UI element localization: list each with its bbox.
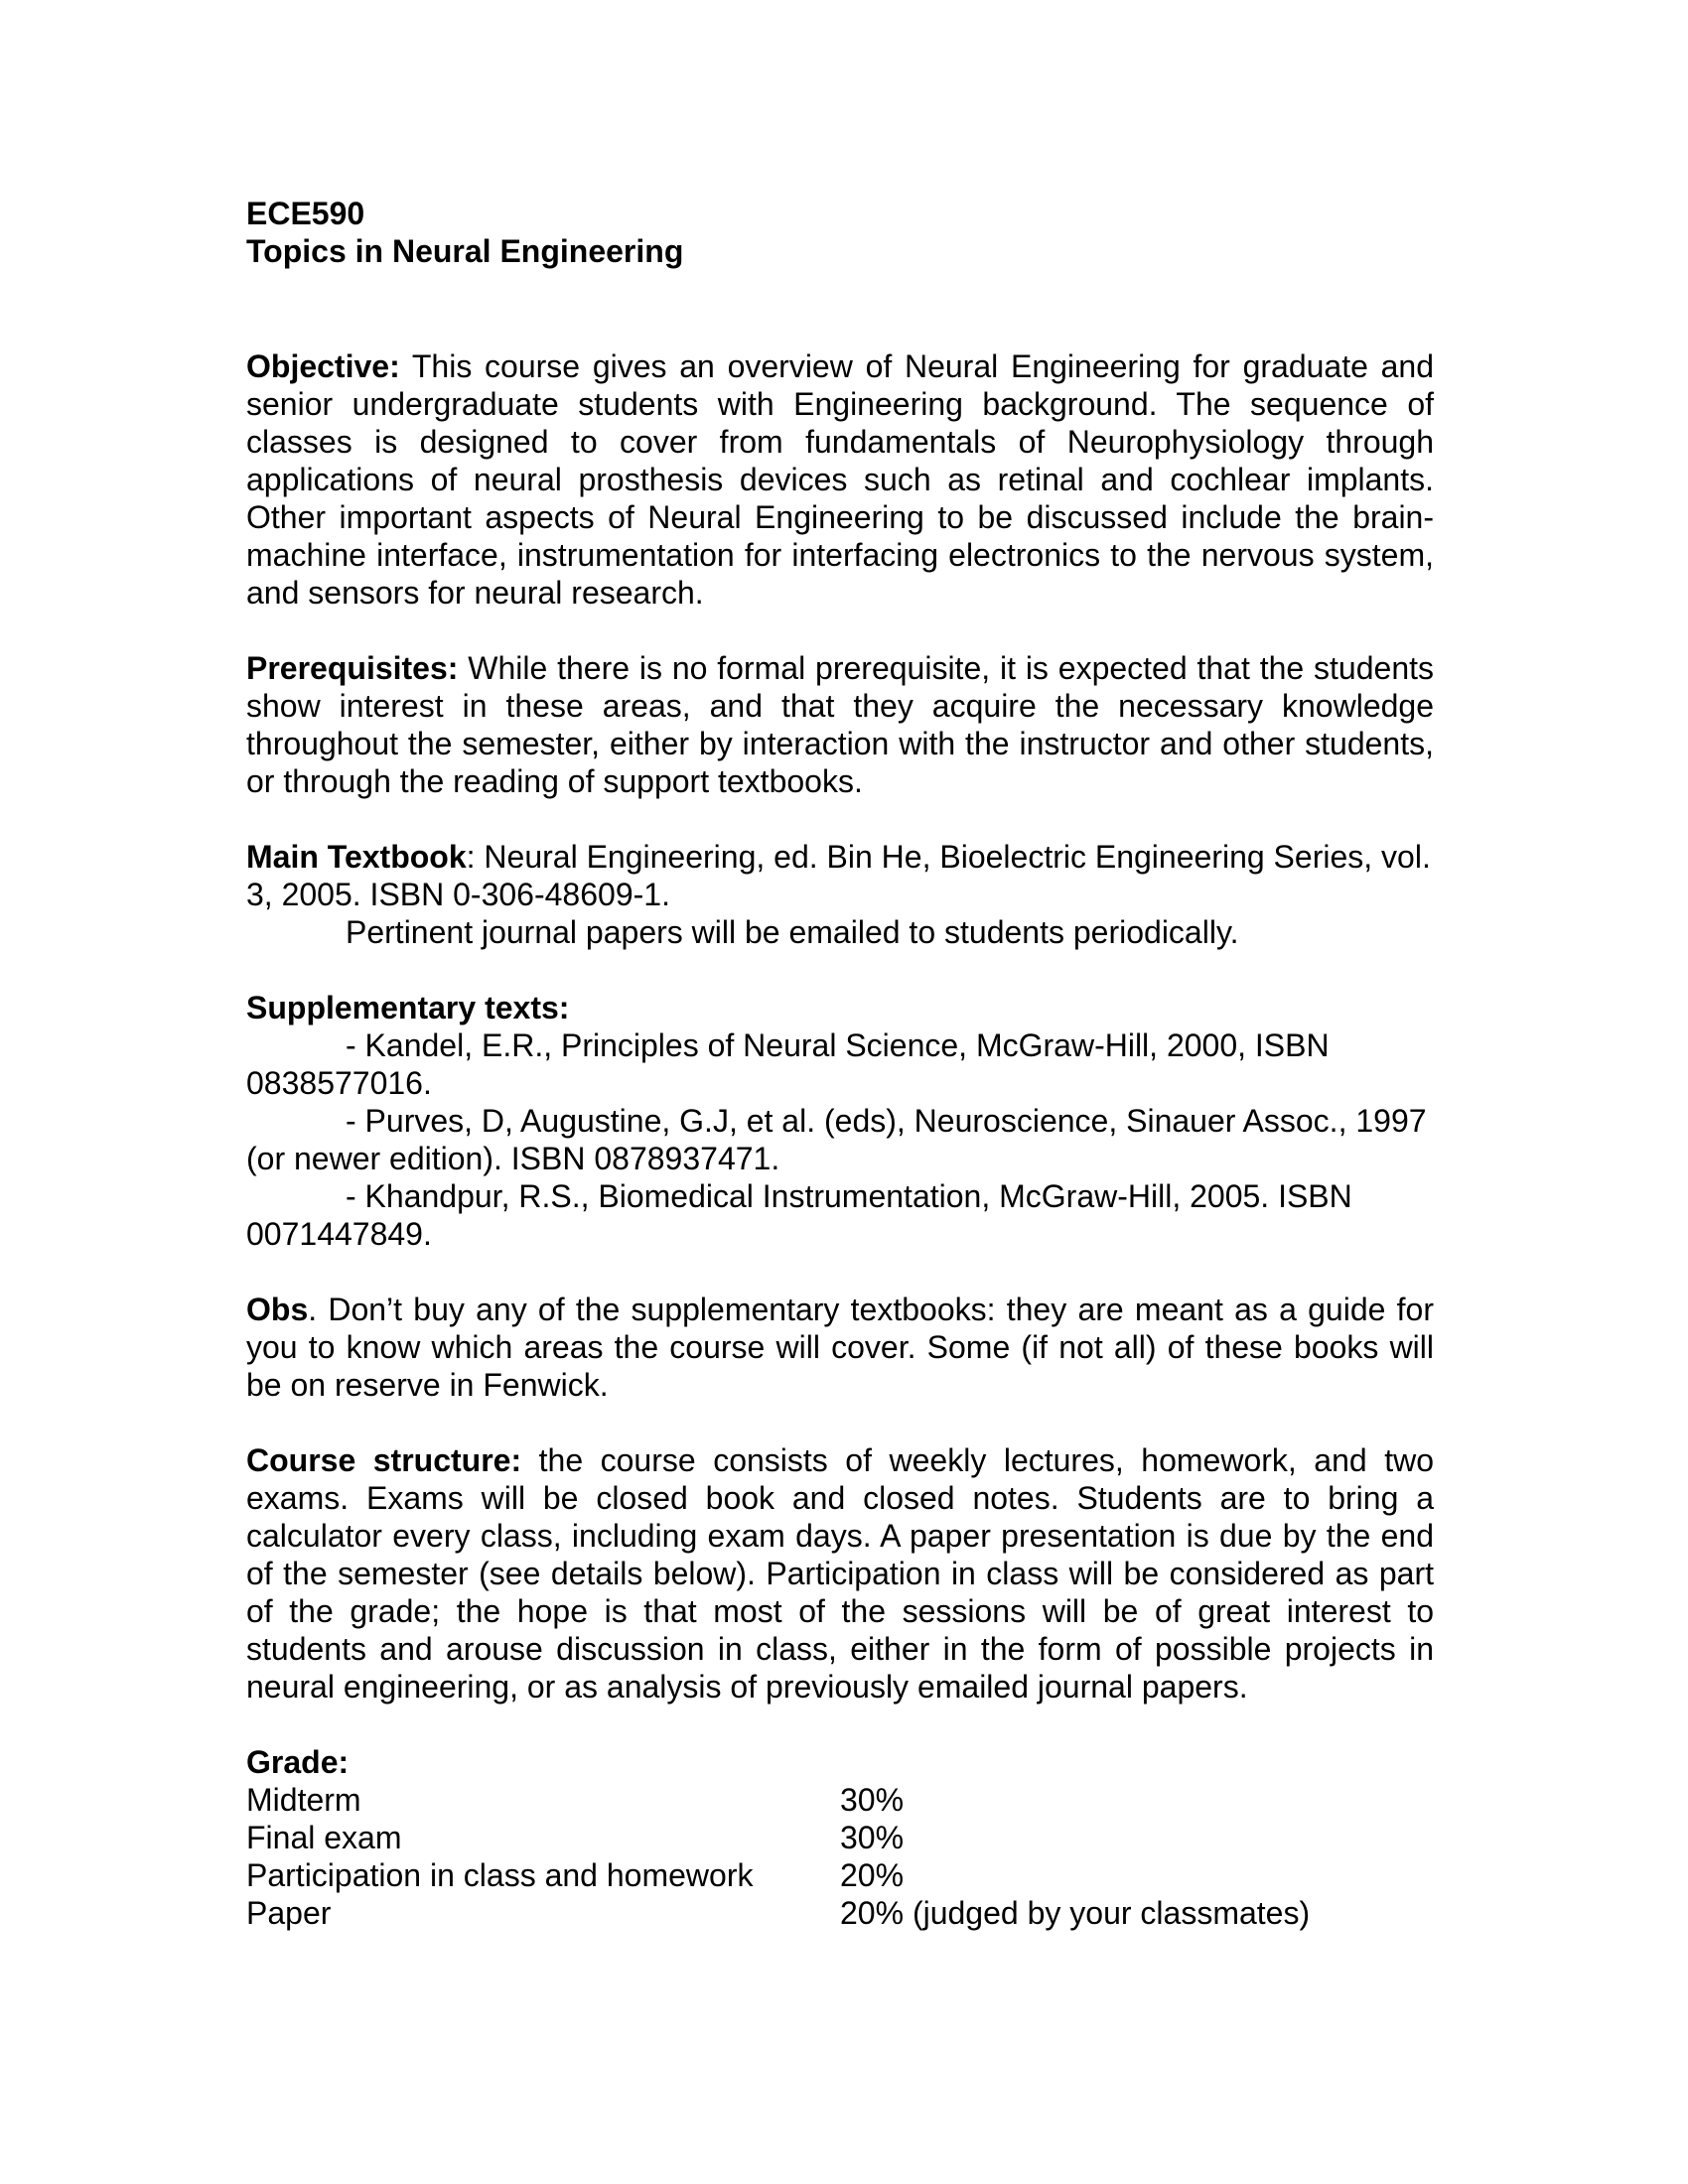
obs-label: Obs (246, 1292, 309, 1327)
grade-item: Participation in class and homework (246, 1857, 754, 1893)
main-textbook-section (246, 838, 1434, 913)
grade-row (246, 1781, 1310, 1819)
course-structure-text: the course consists of weekly lectures, homework, and two exams. Exams will be closed book and closed notes. Students are to bring a calculator every class, including exam days. A paper presentation is due by the end of the semester (see details below). Participation in class will be considered as part of the grade; the hope is that most of the sessions will be of great interest to students and arouse discussion in class, either in the form of possible projects in neural engineering, or as analysis of previously emailed journal papers. (246, 1442, 1435, 1705)
prerequisites-text: While there is no formal prerequisite, it is expected that the students show interest in these areas, and that they acquire the necessary knowledge throughout the semester, either by interaction with the instructor and other students, or through the reading of support textbooks. (246, 650, 1435, 799)
grade-weight: 20% (840, 1857, 905, 1893)
grade-row (246, 1894, 1310, 1932)
course-code: ECE590 (246, 196, 365, 231)
syllabus-page (246, 195, 1434, 1932)
supplementary-label: Supplementary texts: (246, 990, 570, 1025)
obs-section (246, 1291, 1434, 1404)
grade-row (246, 1819, 1310, 1856)
main-textbook-text: : Neural Engineering, ed. Bin He, Bioelectric Engineering Series, vol. 3, 2005. ISBN 0-306-48609-1. (246, 839, 1431, 912)
grade-weight: 30% (840, 1820, 905, 1855)
supplementary-entry-2-text: - Purves, D, Augustine, G.J, et al. (eds), Neuroscience, Sinauer Assoc., 1997 (or newer edition). ISBN 0878937471. (246, 1103, 1427, 1176)
supplementary-entry-3 (246, 1177, 1434, 1253)
supplementary-entry-2 (246, 1102, 1434, 1177)
grade-item: Final exam (246, 1820, 402, 1855)
objective-text: This course gives an overview of Neural Engineering for graduate and senior undergraduate students with Engineering background. The sequence of classes is designed to cover from fundamentals of Neurophysiology through applications of neural prosthesis devices such as retinal and cochlear implants. Other important aspects of Neural Engineering to be discussed include the brain-machine interface, instrumentation for interfacing electronics to the nervous system, and sensors for neural research. (246, 348, 1435, 611)
grade-table (246, 1781, 1310, 1932)
course-structure-section (246, 1441, 1434, 1706)
supplementary-entry-1 (246, 1026, 1434, 1102)
grade-item: Midterm (246, 1782, 361, 1818)
supplementary-list (246, 1026, 1434, 1253)
course-title: Topics in Neural Engineering (246, 233, 684, 269)
objective-label: Objective: (246, 348, 400, 384)
course-structure-label: Course structure: (246, 1442, 522, 1478)
main-textbook-note: Pertinent journal papers will be emailed to students periodically. (346, 914, 1239, 950)
supplementary-entry-1-text: - Kandel, E.R., Principles of Neural Science, McGraw-Hill, 2000, ISBN 0838577016. (246, 1027, 1330, 1101)
grade-item: Paper (246, 1895, 332, 1931)
prerequisites-section (246, 649, 1434, 800)
grade-label: Grade: (246, 1744, 350, 1780)
prerequisites-label: Prerequisites: (246, 650, 459, 686)
objective-section (246, 347, 1434, 612)
supplementary-entry-3-text: - Khandpur, R.S., Biomedical Instrumentation, McGraw-Hill, 2005. ISBN 0071447849. (246, 1178, 1352, 1252)
grade-row (246, 1856, 1310, 1894)
obs-text: . Don’t buy any of the supplementary textbooks: they are meant as a guide for you to know which areas the course will cover. Some (if not all) of these books will be on reserve in Fenwick. (246, 1292, 1434, 1403)
grade-weight: 20% (judged by your classmates) (840, 1895, 1311, 1931)
main-textbook-label: Main Textbook (246, 839, 467, 875)
grade-weight: 30% (840, 1782, 905, 1818)
